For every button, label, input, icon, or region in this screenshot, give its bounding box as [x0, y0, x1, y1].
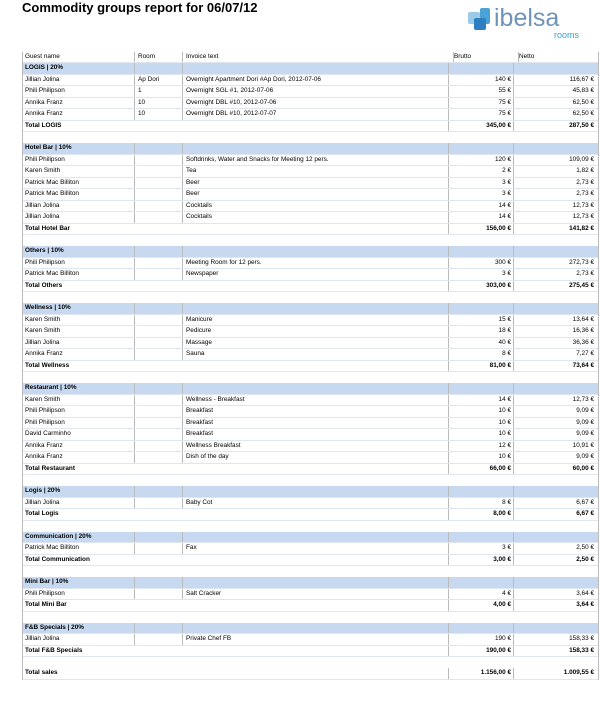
- group-list: [23, 63, 598, 668]
- brutto-amount: 14 €: [448, 212, 514, 223]
- netto-amount: 12,73 €: [513, 212, 597, 223]
- group-empty-netto: [513, 63, 597, 74]
- netto-amount: 9,09 €: [513, 452, 597, 463]
- logo-brand: ibelsa: [494, 4, 560, 32]
- guest-name: Jillian Jolina: [25, 201, 60, 209]
- group-spacer: [23, 292, 598, 303]
- netto-amount: 62,50 €: [513, 109, 597, 120]
- group-title: Mini Bar | 10%: [25, 578, 69, 585]
- brutto-amount: 3 €: [448, 178, 514, 189]
- logo-sub: rooms: [554, 30, 580, 40]
- room: [134, 543, 183, 554]
- group-total-row: [23, 600, 598, 612]
- room: [134, 155, 183, 166]
- group-total-netto: 2,50 €: [513, 555, 597, 566]
- netto-amount: 9,09 €: [513, 406, 597, 417]
- guest-name: David Carminho: [25, 430, 71, 437]
- brutto-amount: 75 €: [448, 109, 514, 120]
- room: [134, 349, 183, 360]
- group-title: Hotel Bar | 10%: [25, 144, 72, 151]
- group-header: [23, 486, 598, 498]
- brutto-amount: 4 €: [448, 589, 514, 600]
- group-header: [23, 532, 598, 544]
- group-header: [23, 246, 598, 258]
- room: [134, 189, 183, 200]
- table-row: [23, 109, 598, 121]
- invoice-text: Newspaper: [182, 269, 448, 280]
- brutto-amount: 10 €: [448, 452, 514, 463]
- column-guest-name: Guest name: [25, 53, 60, 60]
- table-row: [23, 543, 598, 555]
- invoice-text: Breakfast: [182, 418, 448, 429]
- group-total-row: [23, 646, 598, 658]
- group-spacer: [23, 132, 598, 143]
- brutto-amount: 14 €: [448, 201, 514, 212]
- table-row: [23, 86, 598, 98]
- group-empty-netto: [513, 623, 597, 634]
- group-header: [23, 383, 598, 395]
- netto-amount: 16,36 €: [513, 326, 597, 337]
- invoice-text: Overnight Apartment Dori #Ap Dori, 2012-07-06: [182, 75, 448, 86]
- group-empty-text: [182, 143, 448, 154]
- group-empty-netto: [513, 486, 597, 497]
- guest-name: Patrick Mac Billiton: [25, 190, 79, 197]
- room: [134, 498, 183, 509]
- brutto-amount: 8 €: [448, 349, 514, 360]
- group-empty-room: [134, 532, 183, 543]
- group-empty-room: [134, 143, 183, 154]
- table-row: [23, 212, 598, 224]
- room: [134, 326, 183, 337]
- group-spacer: [23, 521, 598, 532]
- group-total-row: [23, 224, 598, 236]
- invoice-text: Cocktails: [182, 201, 448, 212]
- room: [134, 166, 183, 177]
- ibelsa-logo: [464, 2, 594, 42]
- group-total-netto: 158,33 €: [513, 646, 597, 657]
- group-empty-text: [182, 246, 448, 257]
- group-empty-room: [134, 246, 183, 257]
- invoice-text: Overnight DBL #10, 2012-07-06: [182, 98, 448, 109]
- guest-name: Phili Philipson: [25, 258, 65, 266]
- brutto-amount: 18 €: [448, 326, 514, 337]
- netto-amount: 7,27 €: [513, 349, 597, 360]
- group-total-netto: 287,50 €: [513, 121, 597, 132]
- brutto-amount: 3 €: [448, 189, 514, 200]
- group-spacer: [23, 657, 598, 668]
- grand-total-brutto: 1.156,00 €: [448, 668, 514, 679]
- group-empty-netto: [513, 577, 597, 588]
- guest-name: Annika Franz: [25, 441, 63, 449]
- brutto-amount: 15 €: [448, 315, 514, 326]
- group-title: Others | 10%: [25, 247, 64, 254]
- group-total-row: [23, 555, 598, 567]
- group-empty-brutto: [448, 383, 514, 394]
- guest-name: Karen Smith: [25, 395, 61, 403]
- group-empty-text: [182, 623, 448, 634]
- table-row: [23, 326, 598, 338]
- table-row: [23, 166, 598, 178]
- group-empty-room: [134, 623, 183, 634]
- guest-name: Patrick Mac Billiton: [25, 270, 79, 277]
- netto-amount: 2,73 €: [513, 269, 597, 280]
- brutto-amount: 300 €: [448, 258, 514, 269]
- group-total-netto: 6,67 €: [513, 509, 597, 520]
- netto-amount: 62,50 €: [513, 98, 597, 109]
- group-total-brutto: 3,00 €: [448, 555, 514, 566]
- invoice-text: Overnight DBL #10, 2012-07-07: [182, 109, 448, 120]
- group-empty-brutto: [448, 303, 514, 314]
- group-total-row: [23, 509, 598, 521]
- guest-name: Jillian Jolina: [25, 213, 60, 220]
- group-empty-netto: [513, 383, 597, 394]
- netto-amount: 109,09 €: [513, 155, 597, 166]
- guest-name: Annika Franz: [25, 98, 63, 106]
- group-empty-netto: [513, 143, 597, 154]
- table-row: [23, 258, 598, 270]
- group-header: [23, 63, 598, 75]
- room: [134, 406, 183, 417]
- netto-amount: 9,09 €: [513, 429, 597, 440]
- group-total-netto: 3,64 €: [513, 600, 597, 611]
- invoice-text: Sauna: [182, 349, 448, 360]
- group-header: [23, 303, 598, 315]
- invoice-text: Beer: [182, 189, 448, 200]
- table-row: [23, 189, 598, 201]
- invoice-text: Tea: [182, 166, 448, 177]
- room: [134, 338, 183, 349]
- guest-name: Karen Smith: [25, 327, 61, 334]
- group-title: Wellness | 10%: [25, 304, 71, 311]
- brutto-amount: 3 €: [448, 269, 514, 280]
- table-row: [23, 395, 598, 407]
- invoice-text: Private Chef FB: [182, 634, 448, 645]
- invoice-text: Wellness - Breakfast: [182, 395, 448, 406]
- group-total-label: Total Restaurant: [25, 464, 75, 472]
- table-row: [23, 315, 598, 327]
- netto-amount: 12,73 €: [513, 201, 597, 212]
- table-row: [23, 589, 598, 601]
- table-row: [23, 201, 598, 213]
- table-row: [23, 75, 598, 87]
- room: [134, 258, 183, 269]
- netto-amount: 116,67 €: [513, 75, 597, 86]
- group-empty-brutto: [448, 486, 514, 497]
- table-row: [23, 418, 598, 430]
- grand-total-row: [23, 668, 598, 680]
- table-row: [23, 269, 598, 281]
- group-empty-room: [134, 486, 183, 497]
- netto-amount: 2,73 €: [513, 178, 597, 189]
- column-invoice-text: Invoice text: [182, 52, 448, 62]
- group-total-netto: 141,82 €: [513, 224, 597, 235]
- group-empty-room: [134, 383, 183, 394]
- netto-amount: 1,82 €: [513, 166, 597, 177]
- column-room: Room: [134, 52, 183, 62]
- invoice-text: Fax: [182, 543, 448, 554]
- group-total-label: Total Logis: [25, 510, 59, 517]
- brutto-amount: 140 €: [448, 75, 514, 86]
- group-spacer: [23, 475, 598, 486]
- group-spacer: [23, 566, 598, 577]
- room: [134, 589, 183, 600]
- brutto-amount: 190 €: [448, 634, 514, 645]
- guest-name: Jillian Jolina: [25, 338, 60, 346]
- guest-name: Phili Philipson: [25, 155, 65, 163]
- netto-amount: 2,50 €: [513, 543, 597, 554]
- group-empty-brutto: [448, 623, 514, 634]
- guest-name: Patrick Mac Billiton: [25, 178, 79, 186]
- brutto-amount: 10 €: [448, 429, 514, 440]
- group-empty-netto: [513, 246, 597, 257]
- table-row: [23, 178, 598, 190]
- brutto-amount: 10 €: [448, 418, 514, 429]
- guest-name: Phili Philipson: [25, 407, 65, 414]
- invoice-text: Wellness Breakfast: [182, 441, 448, 452]
- guest-name: Karen Smith: [25, 315, 61, 323]
- netto-amount: 6,67 €: [513, 498, 597, 509]
- group-total-label: Total Hotel Bar: [25, 224, 70, 232]
- brutto-amount: 75 €: [448, 98, 514, 109]
- group-total-netto: 275,45 €: [513, 281, 597, 292]
- report-table: [22, 52, 599, 680]
- group-title: Restaurant | 10%: [25, 384, 77, 391]
- brutto-amount: 120 €: [448, 155, 514, 166]
- group-total-netto: 60,00 €: [513, 464, 597, 475]
- group-empty-text: [182, 577, 448, 588]
- group-empty-brutto: [448, 63, 514, 74]
- grand-total-netto: 1.009,55 €: [513, 668, 597, 679]
- guest-name: Jillian Jolina: [25, 635, 60, 642]
- group-empty-brutto: [448, 532, 514, 543]
- room: [134, 634, 183, 645]
- invoice-text: Dish of the day: [182, 452, 448, 463]
- group-empty-brutto: [448, 246, 514, 257]
- netto-amount: 36,36 €: [513, 338, 597, 349]
- brutto-amount: 2 €: [448, 166, 514, 177]
- group-total-label: Total F&B Specials: [25, 646, 83, 654]
- invoice-text: Cocktails: [182, 212, 448, 223]
- group-empty-room: [134, 303, 183, 314]
- group-spacer: [23, 235, 598, 246]
- group-title: F&B Specials | 20%: [25, 623, 84, 631]
- group-empty-netto: [513, 532, 597, 543]
- table-row: [23, 98, 598, 110]
- table-row: [23, 349, 598, 361]
- guest-name: Annika Franz: [25, 110, 63, 117]
- invoice-text: Softdrinks, Water and Snacks for Meeting 12 pers.: [182, 155, 448, 166]
- group-title: Communication | 20%: [25, 532, 92, 540]
- column-brutto: Brutto: [453, 52, 519, 62]
- invoice-text: Breakfast: [182, 406, 448, 417]
- group-empty-netto: [513, 303, 597, 314]
- room: [134, 441, 183, 452]
- guest-name: Phili Philipson: [25, 87, 65, 94]
- group-total-label: Total LOGIS: [25, 121, 62, 129]
- guest-name: Jillian Jolina: [25, 498, 60, 506]
- group-title: LOGIS | 20%: [25, 64, 64, 71]
- room: 10: [134, 98, 183, 109]
- group-total-label: Total Mini Bar: [25, 601, 67, 608]
- brutto-amount: 14 €: [448, 395, 514, 406]
- netto-amount: 158,33 €: [513, 634, 597, 645]
- group-empty-text: [182, 303, 448, 314]
- table-row: [23, 429, 598, 441]
- report-title: Commodity groups report for 06/07/12: [22, 0, 258, 15]
- table-row: [23, 338, 598, 350]
- room: Ap Dori: [134, 75, 183, 86]
- room: [134, 315, 183, 326]
- group-total-brutto: 66,00 €: [448, 464, 514, 475]
- group-total-netto: 73,64 €: [513, 361, 597, 372]
- guest-name: Patrick Mac Billiton: [25, 544, 79, 551]
- invoice-text: Beer: [182, 178, 448, 189]
- room: [134, 201, 183, 212]
- ibelsa-mark-icon: [468, 8, 490, 30]
- invoice-text: Massage: [182, 338, 448, 349]
- group-total-brutto: 156,00 €: [448, 224, 514, 235]
- group-total-brutto: 81,00 €: [448, 361, 514, 372]
- brutto-amount: 12 €: [448, 441, 514, 452]
- group-total-label: Total Others: [25, 281, 63, 289]
- netto-amount: 3,64 €: [513, 589, 597, 600]
- group-empty-text: [182, 486, 448, 497]
- group-total-brutto: 190,00 €: [448, 646, 514, 657]
- group-total-row: [23, 361, 598, 373]
- table-row: [23, 406, 598, 418]
- group-total-row: [23, 121, 598, 133]
- brutto-amount: 8 €: [448, 498, 514, 509]
- column-header-row: [23, 52, 598, 63]
- invoice-text: Meeting Room for 12 pers.: [182, 258, 448, 269]
- table-row: [23, 634, 598, 646]
- room: [134, 452, 183, 463]
- brutto-amount: 55 €: [448, 86, 514, 97]
- table-row: [23, 441, 598, 453]
- netto-amount: 9,09 €: [513, 418, 597, 429]
- brutto-amount: 3 €: [448, 543, 514, 554]
- netto-amount: 272,73 €: [513, 258, 597, 269]
- group-empty-brutto: [448, 143, 514, 154]
- group-total-label: Total Wellness: [25, 361, 70, 369]
- brutto-amount: 10 €: [448, 406, 514, 417]
- room: [134, 269, 183, 280]
- invoice-text: Overnight SGL #1, 2012-07-06: [182, 86, 448, 97]
- group-spacer: [23, 612, 598, 623]
- invoice-text: Breakfast: [182, 429, 448, 440]
- group-total-brutto: 303,00 €: [448, 281, 514, 292]
- group-title: Logis | 20%: [25, 487, 61, 494]
- group-empty-text: [182, 532, 448, 543]
- group-total-label: Total Communication: [25, 555, 90, 563]
- table-row: [23, 498, 598, 510]
- netto-amount: 12,73 €: [513, 395, 597, 406]
- invoice-text: Salt Cracker: [182, 589, 448, 600]
- room: 10: [134, 109, 183, 120]
- grand-total-label: Total sales: [25, 669, 58, 676]
- group-header: [23, 577, 598, 589]
- netto-amount: 10,91 €: [513, 441, 597, 452]
- invoice-text: Baby Cot: [182, 498, 448, 509]
- room: [134, 429, 183, 440]
- group-total-row: [23, 464, 598, 476]
- room: [134, 395, 183, 406]
- room: [134, 418, 183, 429]
- brutto-amount: 40 €: [448, 338, 514, 349]
- guest-name: Karen Smith: [25, 167, 61, 174]
- group-empty-brutto: [448, 577, 514, 588]
- guest-name: Jillian Jolina: [25, 75, 60, 83]
- netto-amount: 45,83 €: [513, 86, 597, 97]
- room: 1: [134, 86, 183, 97]
- group-empty-text: [182, 383, 448, 394]
- group-total-brutto: 4,00 €: [448, 600, 514, 611]
- group-header: [23, 623, 598, 635]
- group-total-row: [23, 281, 598, 293]
- table-row: [23, 155, 598, 167]
- room: [134, 178, 183, 189]
- group-empty-text: [182, 63, 448, 74]
- group-empty-room: [134, 577, 183, 588]
- netto-amount: 13,64 €: [513, 315, 597, 326]
- table-row: [23, 452, 598, 464]
- group-spacer: [23, 372, 598, 383]
- netto-amount: 2,73 €: [513, 189, 597, 200]
- group-header: [23, 143, 598, 155]
- group-empty-room: [134, 63, 183, 74]
- guest-name: Annika Franz: [25, 453, 63, 460]
- invoice-text: Manicure: [182, 315, 448, 326]
- invoice-text: Pedicure: [182, 326, 448, 337]
- guest-name: Phili Philipson: [25, 589, 65, 597]
- column-netto: Netto: [518, 52, 600, 62]
- group-total-brutto: 8,00 €: [448, 509, 514, 520]
- room: [134, 212, 183, 223]
- group-total-brutto: 345,00 €: [448, 121, 514, 132]
- guest-name: Annika Franz: [25, 350, 63, 357]
- guest-name: Phili Philipson: [25, 418, 65, 426]
